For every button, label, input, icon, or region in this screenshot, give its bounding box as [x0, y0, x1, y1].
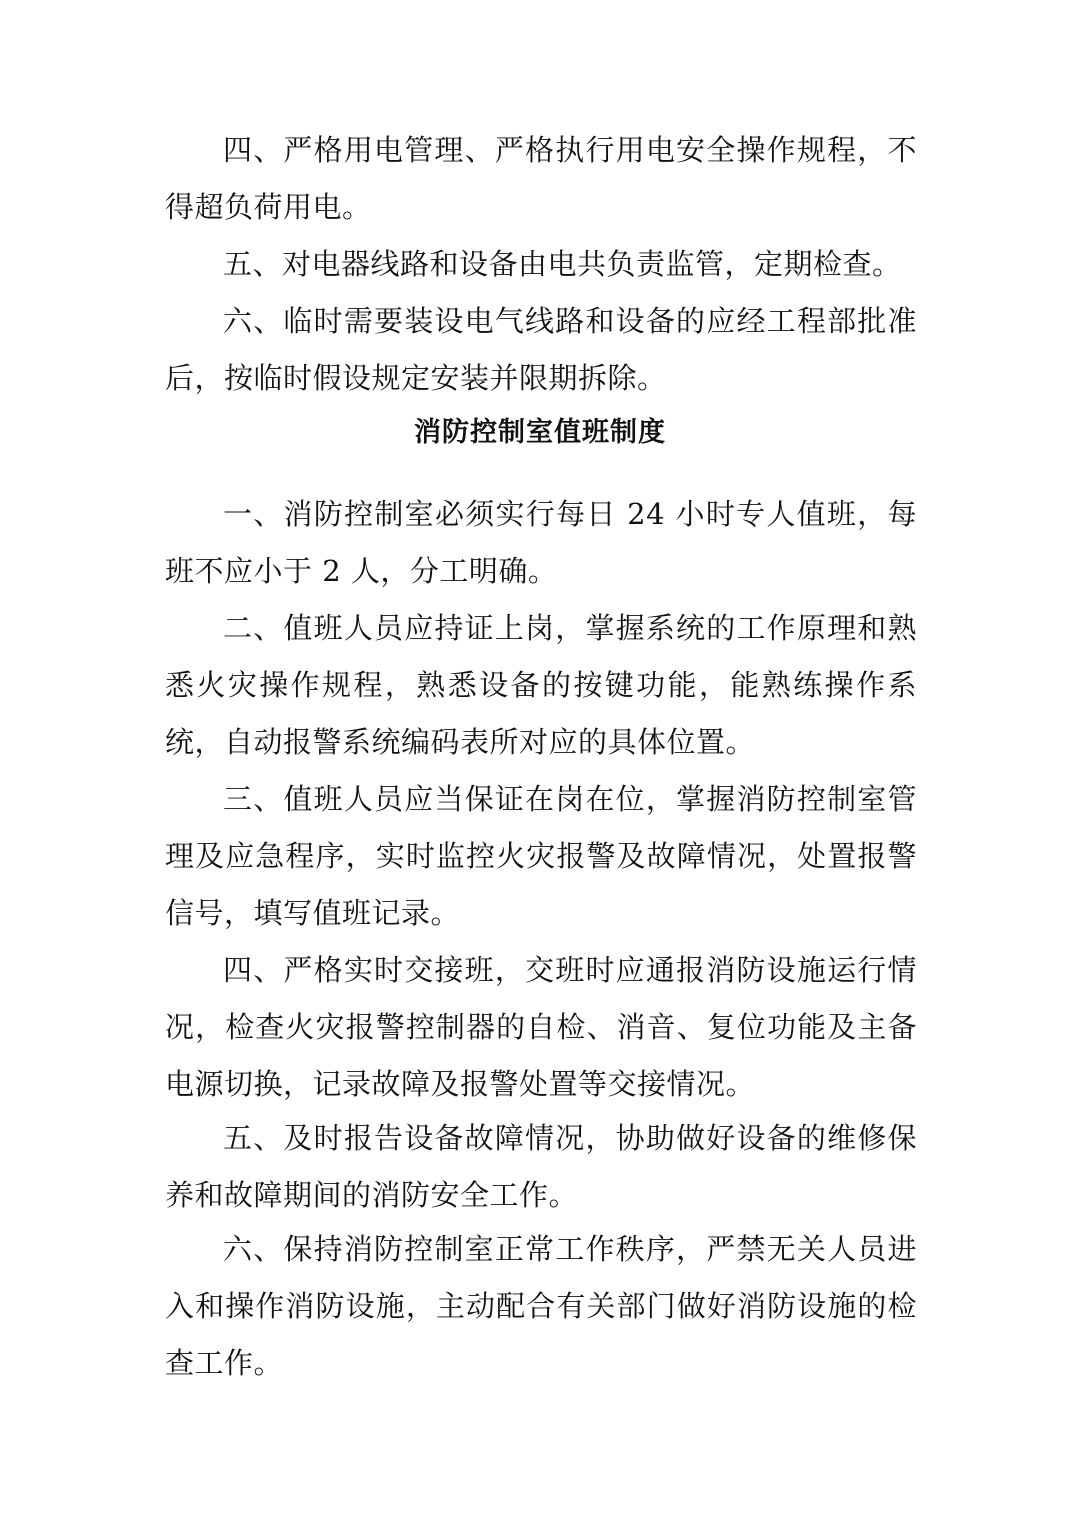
paragraph-duty-5: 五、及时报告设备故障情况，协助做好设备的维修保养和故障期间的消防安全工作。	[165, 1121, 917, 1212]
paragraph-duty-1: 一、消防控制室必须实行每日 24 小时专人值班，每班不应小于 2 人，分工明确。	[165, 497, 917, 588]
paragraph-electric-5: 五、对电器线路和设备由电共负责监管，定期检查。	[223, 247, 902, 281]
paragraph-duty-2: 二、值班人员应持证上岗，掌握系统的工作原理和熟悉火灾操作规程，熟悉设备的按键功能，能熟练操作系统，自动报警系统编码表所对应的具体位置。	[165, 611, 917, 759]
paragraph-duty-4: 四、严格实时交接班，交班时应通报消防设施运行情况，检查火灾报警控制器的自检、消音、复位功能及主备电源切换，记录故障及报警处置等交接情况。	[165, 953, 917, 1101]
paragraph-electric-4: 四、严格用电管理、严格执行用电安全操作规程，不得超负荷用电。	[165, 133, 917, 224]
paragraph-duty-6: 六、保持消防控制室正常工作秩序，严禁无关人员进入和操作消防设施，主动配合有关部门做好消防设施的检查工作。	[165, 1232, 917, 1380]
paragraph-electric-6: 六、临时需要装设电气线路和设备的应经工程部批准后，按临时假设规定安装并限期拆除。	[165, 304, 917, 395]
paragraph-duty-3: 三、值班人员应当保证在岗在位，掌握消防控制室管理及应急程序，实时监控火灾报警及故障情况，处置报警信号，填写值班记录。	[165, 782, 917, 930]
section-title: 消防控制室值班制度	[414, 417, 666, 448]
